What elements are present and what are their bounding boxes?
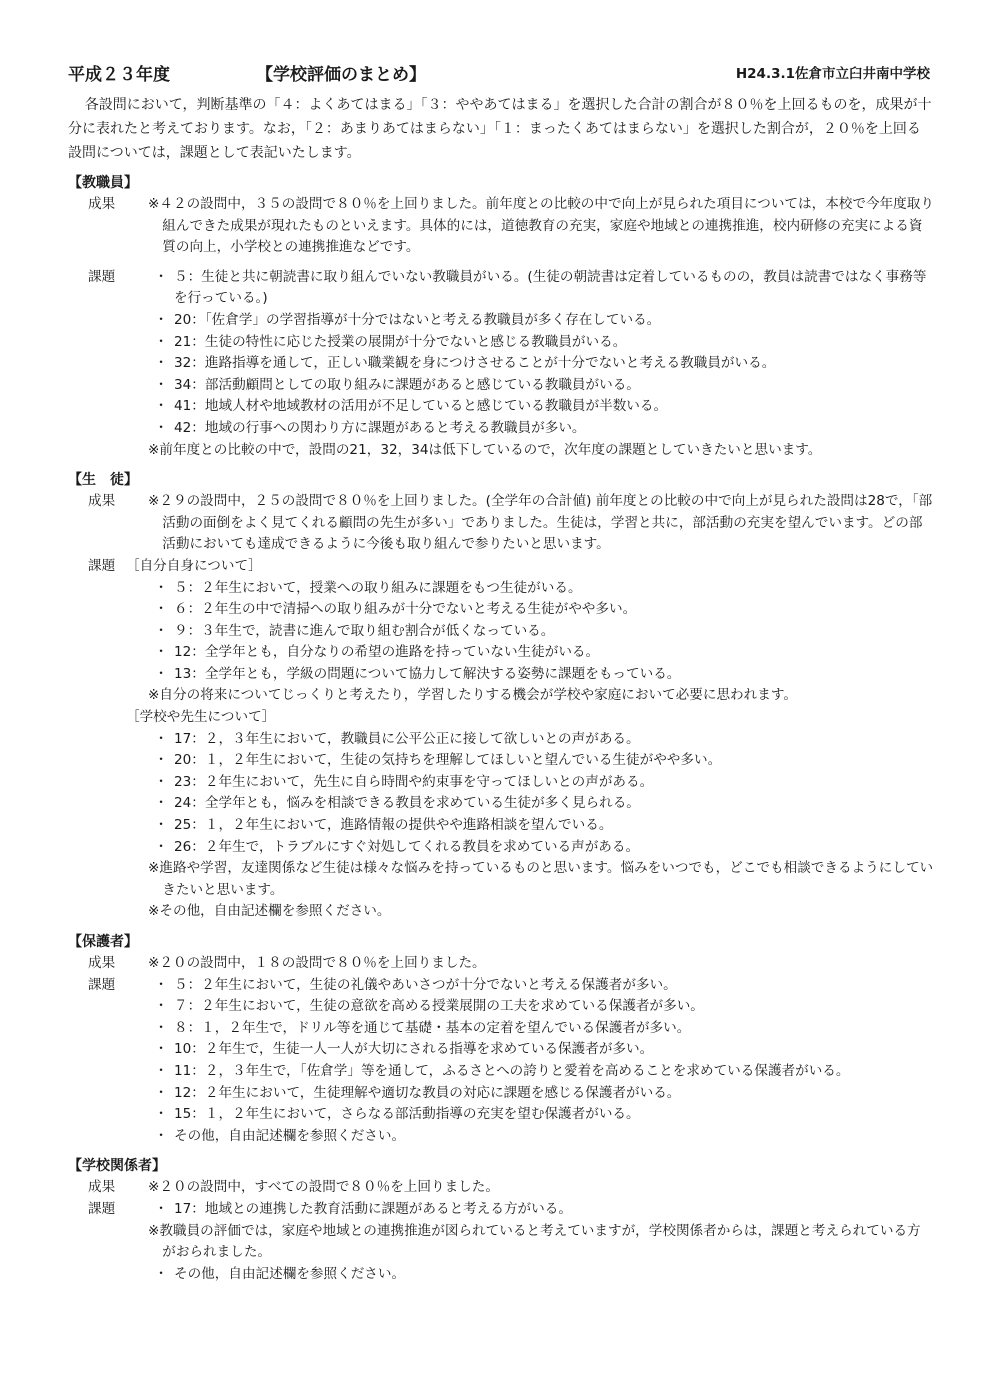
- section-heading: 【学校関係者】: [68, 1158, 166, 1175]
- list-item: ・ 12：全学年とも，自分なりの希望の進路を持っていない生徒がいる。: [154, 644, 600, 661]
- list-item: ・ 17：２，３年生において，教職員に公平公正に接して欲しいとの声がある。: [154, 730, 640, 747]
- fiscal-year: 平成２３年度: [68, 65, 170, 85]
- section-heading: 【生 徒】: [68, 472, 138, 489]
- list-item: ・ ８：１，２年生で，ドリル等を通じて基礎・基本の定着を望んでいる保護者が多い。: [154, 1019, 691, 1036]
- list-item: ・ 21：生徒の特性に応じた授業の展開が十分でないと感じる教職員がいる。: [154, 333, 627, 350]
- list-item: ・ ７：２年生において，生徒の意欲を高める授業展開の工夫を求めている保護者が多い。: [154, 998, 704, 1015]
- seika-label: 成果: [88, 955, 116, 971]
- document-header: [68, 60, 930, 84]
- list-item: ・ 11：２，３年生で，「佐倉学」等を通して，ふるさとへの誇りと愛着を高めることを求めている保護者がいる。: [154, 1062, 850, 1079]
- seika-row: [68, 1177, 934, 1199]
- section-teachers: [68, 172, 934, 461]
- list-item: ・ 20：「佐倉学」の学習指導が十分ではないと考える教職員が多く存在している。: [154, 311, 661, 328]
- list-item: ・ ５：２年生において，生徒の礼儀やあいさつが十分でないと考える保護者が多い。: [154, 976, 677, 993]
- kadai-label: 課題: [88, 557, 116, 574]
- seika-text: ※４２の設問中，３５の設問で８０％を上回りました。前年度との比較の中で向上が見られた項目については，本校で今年度取り組んできた成果が現れたものといえます。具体的には，道徳教育の充実，家庭や地域との連携推進，校内研修の充実による資質の向上，小学校との連携推進などです。: [148, 196, 934, 256]
- list-item: ・ 41：地域人材や地域教材の活用が不足していると感じている教職員が半数いる。: [154, 398, 668, 415]
- subheading: ［自分自身について］: [126, 557, 262, 574]
- list-item: ・ 32：進路指導を通して，正しい職業観を身につけさせることが十分でないと考える教職員がいる。: [154, 355, 776, 372]
- kadai-list: [68, 267, 934, 440]
- kadai-row: [68, 556, 934, 578]
- seika-row: [68, 194, 934, 259]
- kadai-list: [68, 578, 934, 686]
- note: ※前年度との比較の中で，設問の21，32，34は低下しているので，次年度の課題としていきたいと思います。: [148, 441, 822, 458]
- list-item: ・ ５：２年生において，授業への取り組みに課題をもつ生徒がいる。: [154, 579, 582, 596]
- section-parents: [68, 931, 934, 1147]
- kadai-list: [68, 975, 934, 1148]
- list-item: ・ 20：１，２年生において，生徒の気持ちを理解してほしいと望んでいる生徒がやや多い。: [154, 752, 722, 769]
- list-item: ・ 24：全学年とも，悩みを相談できる教員を求めている生徒が多く見られる。: [154, 795, 640, 812]
- seika-text: ※２０の設問中，１８の設問で８０％を上回りました。: [148, 955, 486, 971]
- date-and-school: H24.3.1佐倉市立臼井南中学校: [735, 66, 930, 82]
- section-heading: 【保護者】: [68, 934, 138, 950]
- list-item: ・ 23：２年生において，先生に自ら時間や約束事を守ってほしいとの声がある。: [154, 773, 654, 790]
- seika-label: 成果: [88, 196, 116, 212]
- list-item: ・ ９：３年生で，読書に進んで取り組む割合が低くなっている。: [154, 622, 555, 639]
- seika-label: 成果: [88, 1179, 116, 1196]
- list-item: ・ その他，自由記述欄を参照ください。: [154, 1127, 406, 1144]
- list-item: ・ 26：２年生で，トラブルにすぐ対処してくれる教員を求めている声がある。: [154, 838, 640, 855]
- list-item: ・ ６：２年生の中で清掃への取り組みが十分でないと考える生徒がやや多い。: [154, 601, 637, 618]
- kadai-list: [68, 1199, 934, 1221]
- list-item: ・ ５：生徒と共に朝読書に取り組んでいない教職員がいる。(生徒の朝読書は定着しているものの，教員は読書ではなく事務等を行っている。): [154, 268, 927, 307]
- subheading: ［学校や先生について］: [126, 709, 276, 726]
- list-item: ・ 34：部活動顧問としての取り組みに課題があると感じている教職員がいる。: [154, 376, 640, 393]
- note: ※自分の将来についてじっくりと考えたり，学習したりする機会が学校や家庭において必要に思われます。: [148, 687, 797, 704]
- intro-paragraph: 各設問において，判断基準の「４：よくあてはまる」「３：ややあてはまる」を選択した合計の割合が８０％を上回るものを，成果が十分に表れたと考えております。なお，「２：あまりあてはまらない」「１：まったくあてはまらない」を選択した割合が，２０％を上回る設問については，課題として表記いたします。: [68, 97, 932, 161]
- kadai-label: 課題: [88, 268, 116, 285]
- list-item: ・ 10：２年生で，生徒一人一人が大切にされる指導を求めている保護者が多い。: [154, 1041, 654, 1058]
- seika-text: ※２９の設問中，２５の設問で８０％を上回りました。(全学年の合計値) 前年度との比較の中で向上が見られた設問は28で，「部活動の面倒をよく見てくれる顧問の先生が多い」でありました。生徒は，学習と共に，部活動の充実を望んでいます。どの部活動においても達成できるように今後も取り組んで参りたいと思います。: [148, 493, 933, 553]
- sections-container: [68, 172, 934, 1293]
- section-school-related: [68, 1155, 934, 1285]
- list-item: ・ 17：地域との連携した教育活動に課題があると考える方がいる。: [154, 1200, 572, 1217]
- kadai-list: [68, 1264, 934, 1286]
- seika-label: 成果: [88, 493, 116, 510]
- section-heading: 【教職員】: [68, 175, 138, 191]
- list-item: ・ 25：１，２年生において，進路情報の提供やや進路相談を望んでいる。: [154, 817, 613, 834]
- kadai-label: 課題: [88, 1200, 116, 1217]
- list-item: ・ 15：１，２年生において，さらなる部活動指導の充実を望む保護者がいる。: [154, 1106, 640, 1123]
- section-students: [68, 469, 934, 923]
- kadai-label: 課題: [88, 976, 116, 993]
- list-item: ・ 13：全学年とも，学級の問題について協力して解決する姿勢に課題をもっている。: [154, 665, 681, 682]
- seika-text: ※２０の設問中，すべての設問で８０％を上回りました。: [148, 1179, 499, 1196]
- note: ※教職員の評価では，家庭や地域との連携推進が図られていると考えていますが，学校関係者からは，課題と考えられている方がおられました。: [148, 1222, 921, 1261]
- document-title: 【学校評価のまとめ】: [256, 65, 426, 85]
- list-item: ・ 12：２年生において，生徒理解や適切な教員の対応に課題を感じる保護者がいる。: [154, 1084, 681, 1101]
- note: ※その他，自由記述欄を参照ください。: [148, 903, 391, 920]
- list-item: ・ 42：地域の行事への関わり方に課題があると考える教職員が多い。: [154, 419, 586, 436]
- note: ※進路や学習，友達関係など生徒は様々な悩みを持っているものと思います。悩みをいつでも，どこでも相談できるようにしていきたいと思います。: [148, 860, 934, 898]
- kadai-list: [68, 729, 934, 859]
- seika-row: [68, 491, 934, 556]
- list-item: ・ その他，自由記述欄を参照ください。: [154, 1265, 406, 1282]
- seika-row: [68, 953, 934, 975]
